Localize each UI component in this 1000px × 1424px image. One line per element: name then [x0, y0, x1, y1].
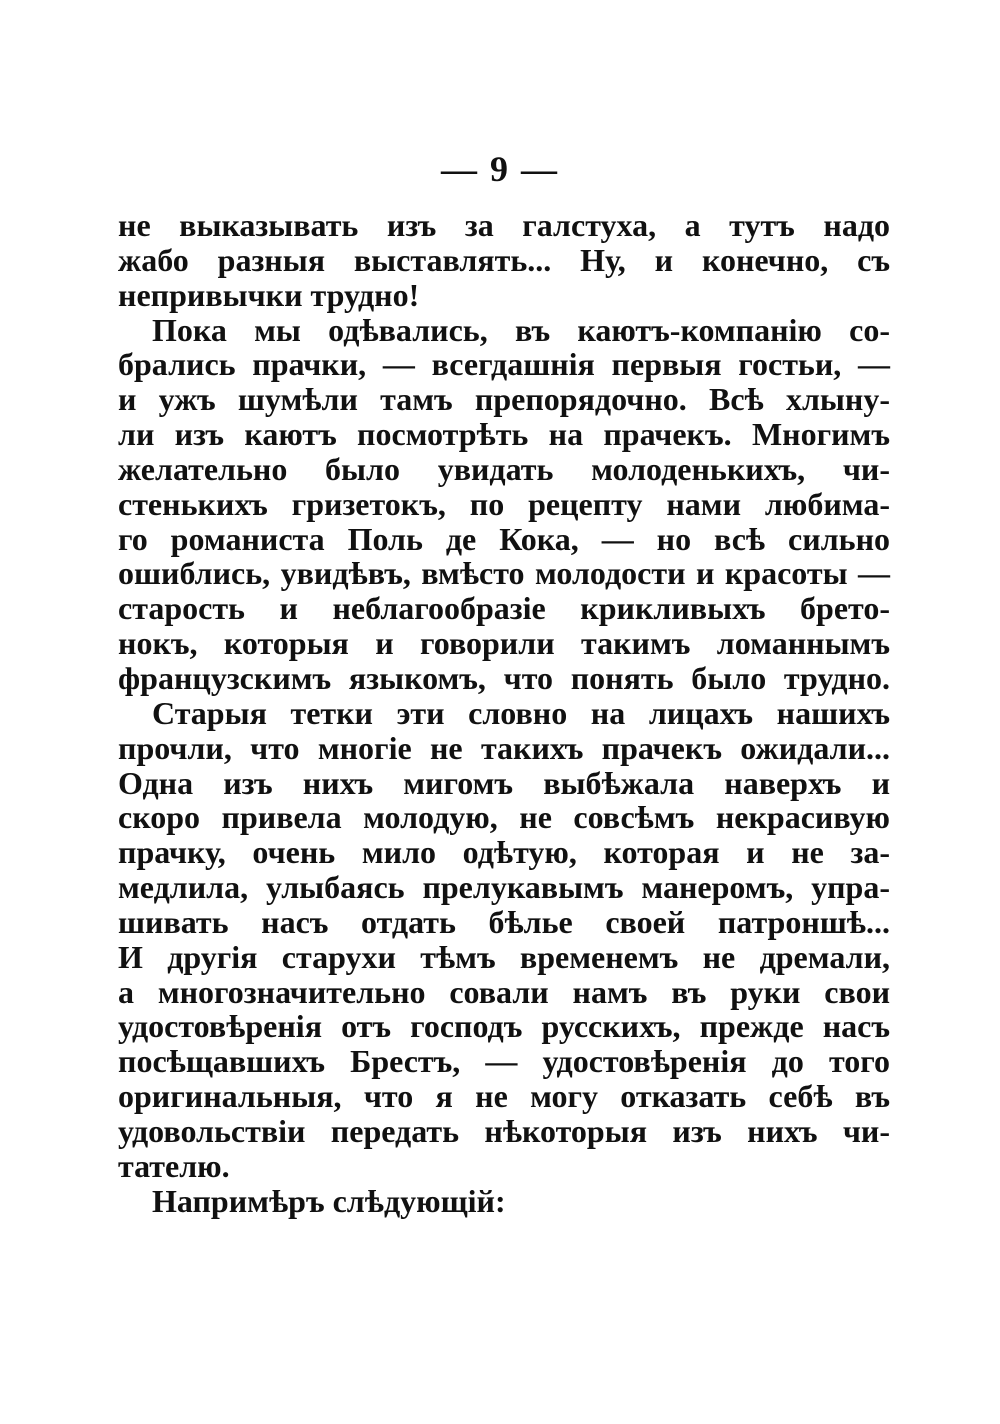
- text-line: а многозначительно совали намъ въ руки свои: [118, 973, 890, 1010]
- text-line: ошиблись, увидѣвъ, вмѣсто молодости и красоты —: [118, 555, 890, 592]
- text-line: Напримѣръ слѣдующій:: [152, 1182, 506, 1219]
- text-line: жабо разныя выставлять... Ну, и конечно, съ: [118, 241, 890, 278]
- text-line: медлила, улыбаясь прелукавымъ манеромъ, упра-: [118, 869, 890, 906]
- text-line: не выказывать изъ за галстуха, а тутъ надо: [118, 207, 890, 243]
- text-line: и ужъ шумѣли тамъ препорядочно. Всѣ хлыну-: [118, 381, 890, 418]
- text-line: посѣщавшихъ Брестъ, — удостовѣренія до того: [118, 1043, 890, 1080]
- text-line: прачку, очень мило одѣтую, которая и не за-: [118, 834, 890, 871]
- text-line: го романиста Поль де Кока, — но всѣ сильно: [118, 520, 890, 557]
- text-line: шивать насъ отдать бѣлье своей патроншѣ...: [118, 903, 890, 940]
- text-line: Одна изъ нихъ мигомъ выбѣжала наверхъ и: [118, 764, 890, 801]
- text-line: И другія старухи тѣмъ временемъ не дремали,: [118, 938, 890, 975]
- text-line: скоро привела молодую, не совсѣмъ некрасивую: [118, 799, 890, 836]
- text-line: ли изъ каютъ посмотрѣть на прачекъ. Многимъ: [118, 416, 890, 453]
- body-text: [118, 208, 890, 1218]
- text-line: прочли, что многіе не такихъ прачекъ ожидали...: [118, 729, 890, 766]
- text-line: французскимъ языкомъ, что понять было трудно.: [118, 659, 890, 696]
- text-line: удостовѣренія отъ господъ русскихъ, прежде насъ: [118, 1008, 890, 1045]
- page-number: — 9 —: [441, 149, 559, 189]
- text-line: оригинальныя, что я не могу отказать себѣ въ: [118, 1078, 890, 1115]
- text-line: желательно было увидать молоденькихъ, чи-: [118, 450, 890, 487]
- text-line: непривычки трудно!: [118, 276, 420, 313]
- text-line: старость и неблагообразіе крикливыхъ брето-: [118, 590, 890, 627]
- text-line: нокъ, которыя и говорили такимъ ломаннымъ: [118, 625, 890, 662]
- text-line: тателю.: [118, 1147, 230, 1184]
- text-line: Пока мы одѣвались, въ каютъ-компанію со-: [152, 311, 890, 348]
- text-line: удовольствіи передать нѣкоторыя изъ нихъ чи-: [118, 1112, 890, 1149]
- text-line: брались прачки, — всегдашнія первыя гостьи, —: [118, 346, 890, 383]
- text-line: стенькихъ гризетокъ, по рецепту нами любима-: [118, 485, 890, 522]
- text-line: Старыя тетки эти словно на лицахъ нашихъ: [152, 694, 890, 731]
